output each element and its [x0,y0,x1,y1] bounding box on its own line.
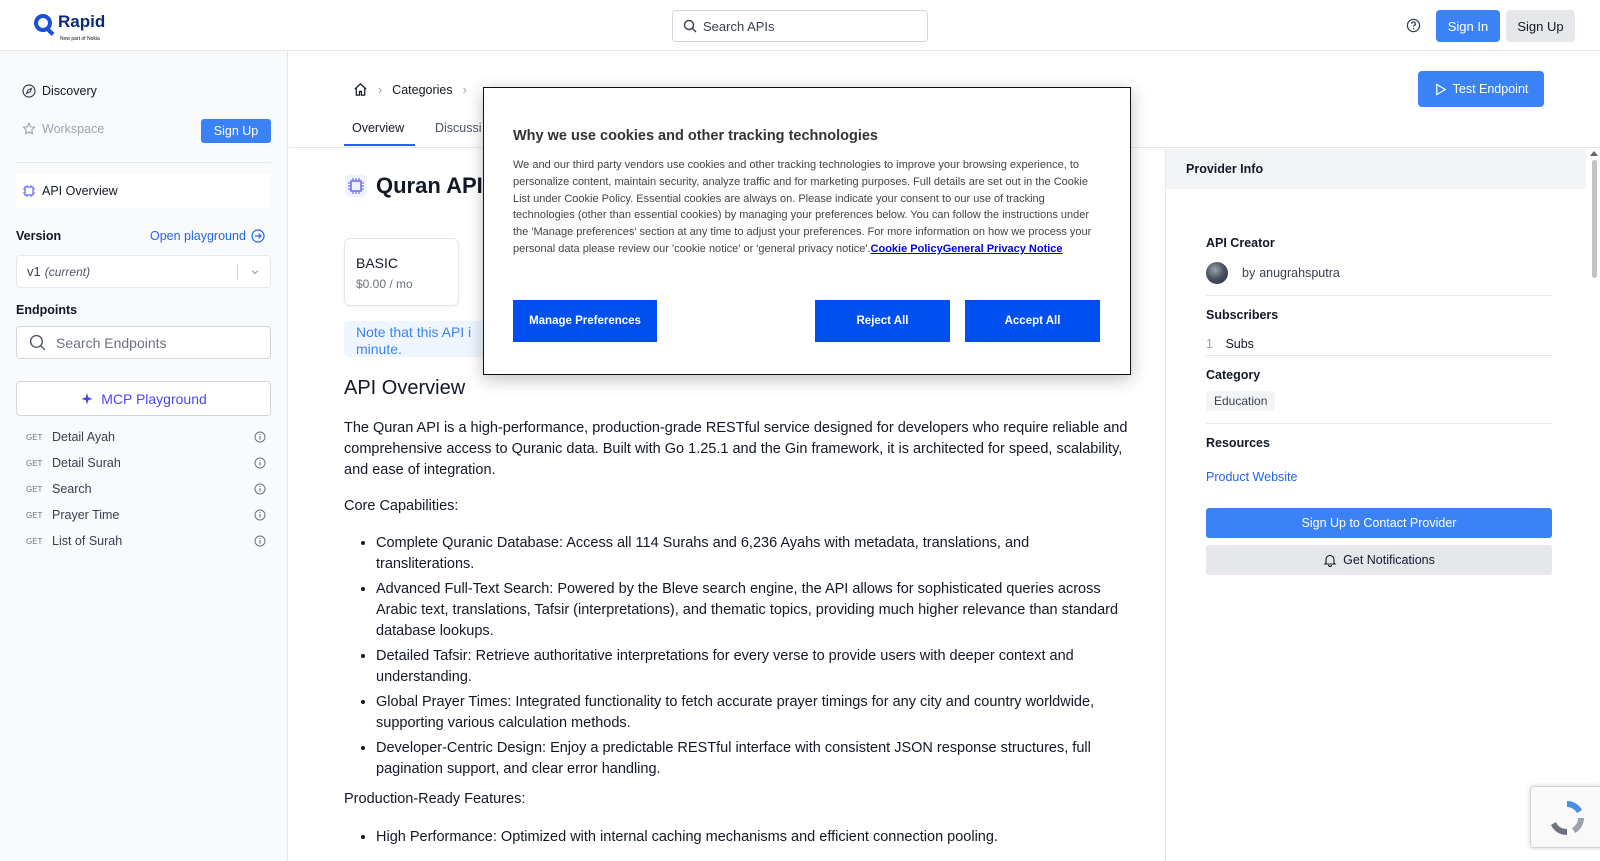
reject-all-button[interactable]: Reject All [815,300,950,342]
rapid-logo[interactable] [34,12,106,42]
api-creator[interactable] [1206,262,1340,284]
help-icon[interactable] [1406,18,1421,33]
endpoint-name: Search [52,482,92,496]
list-item: • Detailed Tafsir: Retrieve authoritative interpretations for every verse to provide users with deeper context and understanding. [376,646,1130,688]
search-apis-placeholder: Search APIs [703,18,775,34]
privacy-notice-link[interactable]: General Privacy Notice [942,242,1063,255]
scrollbar-thumb[interactable] [1592,160,1597,278]
provider-info-panel [1165,149,1600,861]
logo-subtext: Now part of Nokia [60,36,100,42]
divider [1206,355,1552,356]
info-icon[interactable] [254,535,266,547]
cookie-title: Why we use cookies and other tracking technologies [513,128,878,144]
cookie-consent-dialog [483,87,1131,375]
search-endpoints-placeholder: Search Endpoints [56,334,167,351]
cookie-policy-link[interactable]: Cookie Policy [870,242,943,255]
recaptcha-icon [1544,795,1590,841]
top-bar [0,0,1600,51]
endpoint-name: Prayer Time [52,508,120,522]
sidebar [0,51,288,861]
get-notifications-label: Get Notifications [1343,553,1435,567]
sidebar-item-workspace[interactable] [22,122,104,136]
version-select[interactable] [16,255,271,288]
manage-preferences-button[interactable]: Manage Preferences [513,300,657,342]
endpoint-item[interactable] [26,479,266,499]
overview-heading: API Overview [344,377,466,399]
endpoint-method: GET [26,510,43,520]
bell-icon [1323,553,1337,567]
sidebar-divider [16,162,271,163]
scroll-up-arrow[interactable] [1590,151,1598,156]
star-icon [22,122,36,136]
tab-overview[interactable]: Overview [352,121,405,135]
api-creator-label: API Creator [1206,236,1275,250]
rate-limit-note: Note that this API i minute. [344,321,494,357]
endpoint-item[interactable] [26,505,266,525]
search-endpoints-input[interactable] [16,326,271,359]
get-notifications-button[interactable] [1206,545,1552,575]
divider [1206,295,1552,296]
version-label: Version [16,229,62,243]
accept-all-button[interactable]: Accept All [965,300,1100,342]
endpoints-label: Endpoints [16,303,78,317]
category-badge[interactable]: Education [1206,391,1275,411]
sidebar-item-discovery[interactable] [22,84,97,98]
mcp-playground-label: MCP Playground [101,390,207,407]
test-endpoint-button[interactable] [1418,71,1544,107]
contact-provider-button[interactable]: Sign Up to Contact Provider [1206,508,1552,538]
provider-info-title: Provider Info [1166,149,1586,189]
api-title-text: Quran API [376,173,483,198]
test-endpoint-label: Test Endpoint [1452,82,1529,96]
open-playground-link[interactable] [150,229,265,243]
tab-discussions[interactable]: Discussi [435,121,482,135]
subs-unit: Subs [1225,337,1254,351]
resources-label: Resources [1206,436,1270,450]
divider [1206,423,1552,424]
endpoint-item[interactable] [26,453,266,473]
arrow-circle-right-icon [251,229,265,243]
breadcrumb-categories[interactable]: Categories [392,82,453,97]
breadcrumb-separator: › [378,82,383,97]
category-label: Category [1206,368,1261,382]
discovery-icon [22,84,36,98]
cookie-body [513,157,1103,258]
endpoint-item[interactable] [26,427,266,447]
sign-in-button[interactable]: Sign In [1436,10,1500,42]
endpoint-item[interactable] [26,531,266,551]
search-icon [29,334,46,351]
logo-text: Rapid [58,12,106,31]
rapid-logo-icon [34,14,52,32]
list-item: • High Performance: Optimized with internal caching mechanisms and efficient connection pooling. [376,827,1130,848]
production-features-list [360,827,1130,848]
core-capabilities-list [360,533,1130,784]
sidebar-item-api-overview[interactable] [16,174,271,208]
list-item: • Advanced Full-Text Search: Powered by the Bleve search engine, the API allows for sophisticated queries across Arabic text, translations, Tafsir (interpretations), and thematic topics, providing much higher relevance than standard database lookups. [376,579,1130,642]
play-icon [1434,83,1447,96]
active-tab-indicator [344,144,415,146]
endpoint-method: GET [26,536,43,546]
chevron-down-icon [250,267,260,277]
sign-up-button[interactable]: Sign Up [1506,10,1575,42]
product-website-link[interactable]: Product Website [1206,470,1298,484]
list-item: • Developer-Centric Design: Enjoy a predictable RESTful interface with consistent JSON response structures, full pagination support, and clear error handling. [376,738,1130,780]
info-icon[interactable] [254,509,266,521]
subs-number: 1 [1206,337,1213,351]
endpoint-name: Detail Ayah [52,430,116,444]
by-label: by [1242,266,1256,280]
creator-name: anugrahsputra [1259,266,1340,280]
select-separator [237,264,238,280]
endpoint-name: Detail Surah [52,456,121,470]
breadcrumb-separator: › [462,82,467,97]
subscribers-count [1206,337,1254,351]
info-icon[interactable] [254,483,266,495]
info-icon[interactable] [254,457,266,469]
plan-price: $0.00 / mo [356,277,413,291]
home-icon[interactable] [353,82,368,97]
list-item: • Global Prayer Times: Integrated functionality to fetch accurate prayer timings for any city and country worldwide, supporting various calculation methods. [376,692,1130,734]
info-icon[interactable] [254,431,266,443]
sidebar-sign-up-button[interactable]: Sign Up [201,119,271,143]
core-capabilities-heading: Core Capabilities: [344,498,459,514]
api-overview-label: API Overview [42,184,118,198]
api-description: The Quran API is a high-performance, production-grade RESTful service designed for developers who require reliable and comprehensive access to Quranic data. Built with Go 1.25.1 and the Gin framework, it is architected for speed, scalability, and ease of integration. [344,420,1128,478]
version-current: (current) [44,264,91,279]
list-item: • Complete Quranic Database: Access all 114 Surahs and 6,236 Ayahs with metadata, translations, and transliterations. [376,533,1130,575]
endpoint-method: GET [26,484,43,494]
mcp-playground-button[interactable] [16,381,271,416]
endpoint-name: List of Surah [52,534,123,548]
sparkle-icon [80,392,94,406]
endpoint-method: GET [26,458,43,468]
plan-name: BASIC [356,255,399,271]
production-features-heading: Production-Ready Features: [344,791,526,807]
search-icon [683,19,697,33]
api-logo-icon [22,184,36,198]
discovery-label: Discovery [42,84,97,98]
pricing-plan-card[interactable] [344,238,459,306]
avatar [1206,262,1228,284]
endpoint-method: GET [26,432,43,442]
version-value: v1 [27,264,41,279]
breadcrumb [353,82,477,97]
open-playground-label: Open playground [150,229,246,243]
search-apis-input[interactable] [672,10,928,42]
subscribers-label: Subscribers [1206,308,1279,322]
workspace-label: Workspace [42,122,105,136]
cookie-body-text: We and our third party vendors use cookies and other tracking technologies to improve your browsing experience, to personalize content, maintain security, analyze traffic and for marketing purposes. Full details are set out in the Cookie List under Cookie Policy. Essential cookies are always on. Please indicate your consent to our use of tracking technologies (other than essential cookies) by managing your preferences below. You can follow the instructions under the 'Manage preferences' section at any time to adjust your preferences. For more information on how we process your personal data please review our 'cookie notice' or 'general privacy notice'. [513,159,1092,255]
recaptcha-badge[interactable] [1530,786,1600,848]
api-logo-icon [344,174,368,198]
api-title [344,173,483,199]
